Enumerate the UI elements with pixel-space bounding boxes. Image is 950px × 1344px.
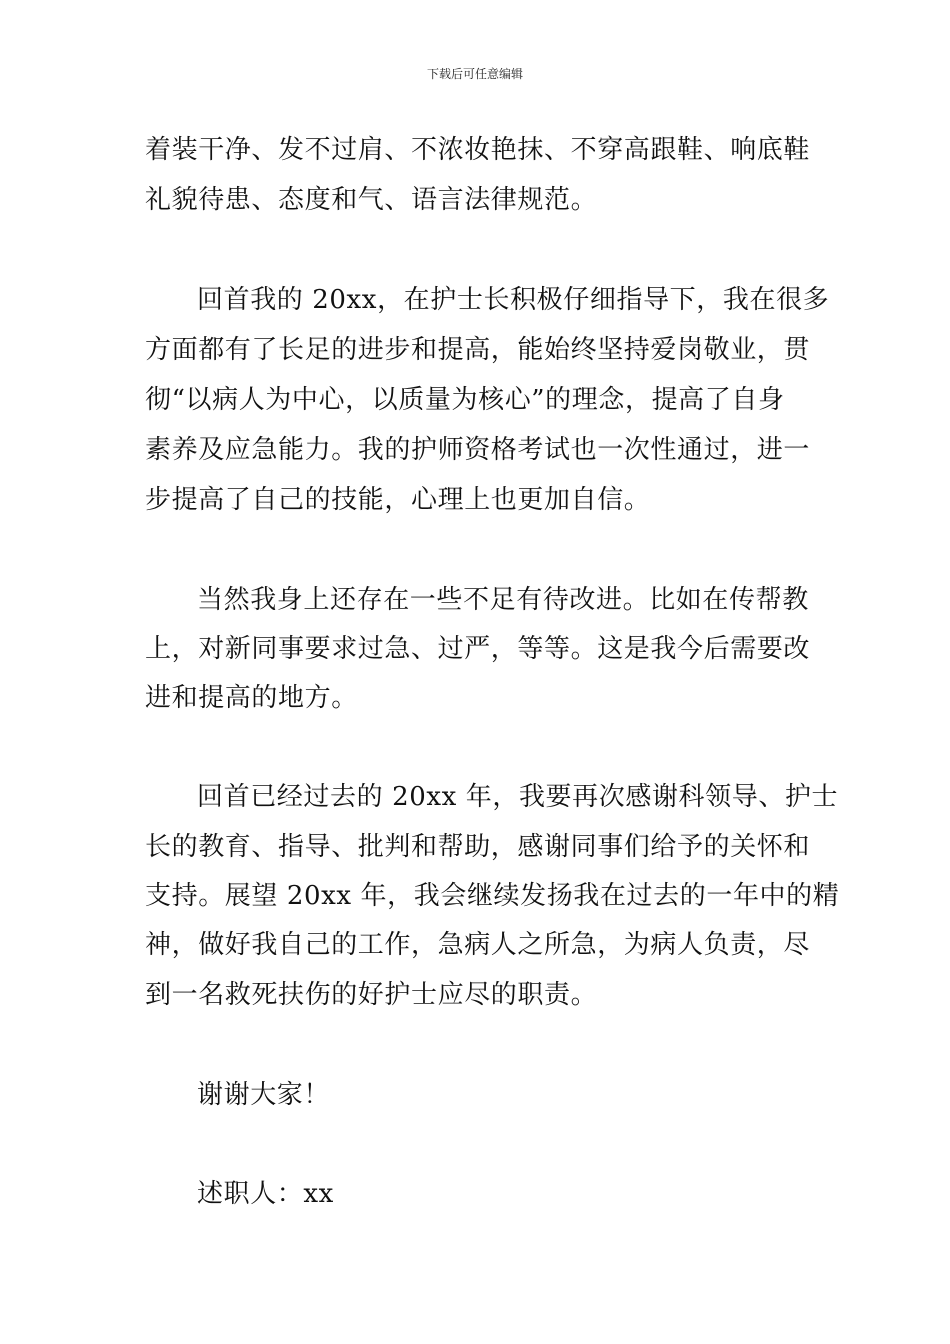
signature-line: 述职人：xx: [197, 1179, 334, 1209]
paragraph-line: 礼貌待患、态度和气、语言法律规范。: [145, 185, 598, 215]
paragraph-line: 步提高了自己的技能，心理上也更加自信。: [145, 485, 651, 515]
paragraph-line: 到一名救死扶伤的好护士应尽的职责。: [145, 980, 598, 1010]
thanks-line: 谢谢大家！: [197, 1080, 331, 1110]
paragraph-line: 支持。展望 20xx 年，我会继续发扬我在过去的一年中的精: [145, 881, 840, 911]
paragraph-line: 当然我身上还存在一些不足有待改进。比如在传帮教: [197, 585, 809, 615]
paragraph-line: 回首已经过去的 20xx 年，我要再次感谢科领导、护士: [197, 782, 839, 812]
paragraph-line: 着装干净、发不过肩、不浓妆艳抹、不穿高跟鞋、响底鞋: [145, 135, 811, 165]
paragraph-line: 方面都有了长足的进步和提高，能始终坚持爱岗敬业，贯: [145, 335, 811, 365]
paragraph-line: 彻“以病人为中心，以质量为核心”的理念，提高了自身: [145, 385, 785, 415]
paragraph-line: 回首我的 20xx，在护士长积极仔细指导下，我在很多: [197, 285, 830, 315]
paragraph-line: 神，做好我自己的工作，急病人之所急，为病人负责，尽: [145, 930, 811, 960]
page-header: 下载后可任意编辑: [426, 67, 523, 81]
paragraph-line: 上，对新同事要求过急、过严，等等。这是我今后需要改: [145, 634, 811, 664]
paragraph-line: 进和提高的地方。: [145, 683, 358, 713]
paragraph-line: 素养及应急能力。我的护师资格考试也一次性通过，进一: [145, 435, 811, 465]
paragraph-line: 长的教育、指导、批判和帮助，感谢同事们给予的关怀和: [145, 832, 811, 862]
